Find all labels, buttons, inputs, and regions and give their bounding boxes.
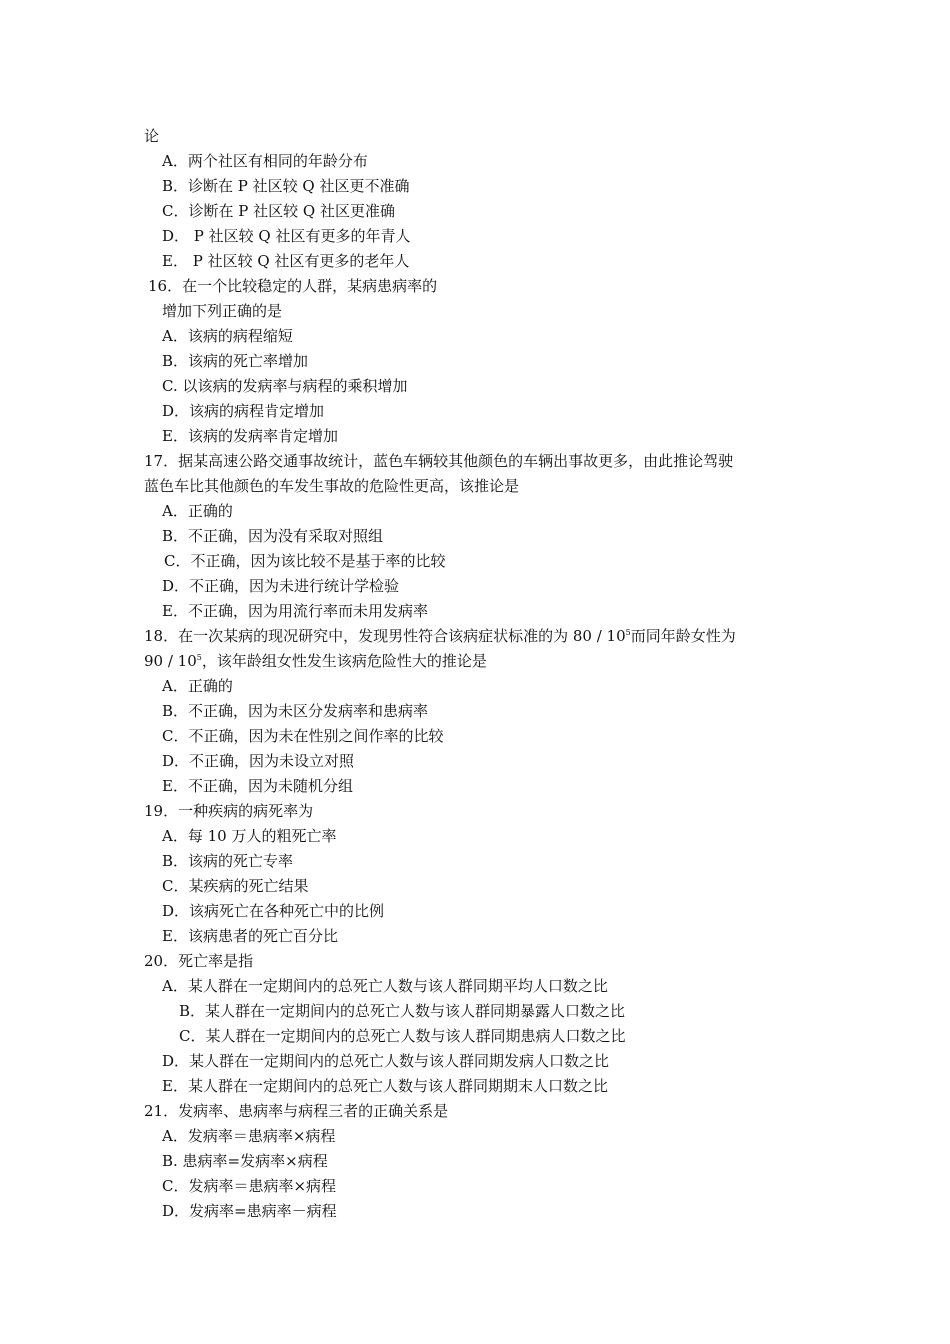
q18-stem-line-1-part-a: 18．在一次某病的现况研究中，发现男性符合该病症状标准的为 80 / 10	[144, 627, 626, 645]
q20-stem: 20．死亡率是指	[144, 952, 254, 970]
q16-option-c: C. 以该病的发病率与病程的乘积增加	[162, 377, 408, 395]
q16-option-b: B．该病的死亡率增加	[162, 352, 309, 370]
q17-option-c: C．不正确，因为该比较不是基于率的比较	[164, 552, 446, 570]
q21-option-d: D．发病率=患病率－病程	[162, 1202, 337, 1220]
q20-option-d: D．某人群在一定期间内的总死亡人数与该人群同期发病人口数之比	[162, 1052, 610, 1070]
q20-option-a: A．某人群在一定期间内的总死亡人数与该人群同期平均人口数之比	[162, 977, 608, 995]
q21-option-b: B. 患病率=发病率×病程	[162, 1152, 328, 1170]
q17-stem-line-2: 蓝色车比其他颜色的车发生事故的危险性更高，该推论是	[144, 477, 520, 495]
q17-option-a: A．正确的	[162, 502, 233, 520]
q19-stem: 19．一种疾病的病死率为	[144, 802, 314, 820]
q18-exponent-1: 5	[625, 628, 631, 637]
q16-option-a: A．该病的病程缩短	[162, 327, 293, 345]
q17-option-b: B．不正确，因为没有采取对照组	[162, 527, 384, 545]
q18-option-e: E．不正确，因为未随机分组	[162, 777, 353, 795]
q15-option-e: E． P 社区较 Q 社区有更多的老年人	[162, 252, 410, 270]
q21-stem: 21．发病率、患病率与病程三者的正确关系是	[144, 1102, 449, 1120]
q16-option-d: D．该病的病程肯定增加	[162, 402, 325, 420]
q20-option-e: E．某人群在一定期间内的总死亡人数与该人群同期期末人口数之比	[162, 1077, 608, 1095]
q16-stem-line-2: 增加下列正确的是	[162, 302, 283, 320]
q16-option-e: E．该病的发病率肯定增加	[162, 427, 338, 445]
q18-option-d: D．不正确，因为未设立对照	[162, 752, 355, 770]
q15-option-d: D． P 社区较 Q 社区有更多的年青人	[162, 227, 411, 245]
q18-stem-line-2-part-b: ，该年龄组女性发生该病危险性大的推论是	[201, 652, 487, 670]
q17-option-e: E．不正确，因为用流行率而未用发病率	[162, 602, 428, 620]
q15-option-a: A．两个社区有相同的年龄分布	[162, 152, 368, 170]
q15-option-b: B．诊断在 P 社区较 Q 社区更不准确	[162, 177, 410, 195]
q19-option-c: C．某疾病的死亡结果	[162, 877, 309, 895]
q18-option-c: C．不正确，因为未在性别之间作率的比较	[162, 727, 444, 745]
q18-stem-line-2	[144, 651, 487, 671]
q18-option-a: A．正确的	[162, 677, 233, 695]
q19-option-e: E．该病患者的死亡百分比	[162, 927, 338, 945]
q19-option-a: A．每 10 万人的粗死亡率	[162, 827, 337, 845]
q18-stem-line-1	[144, 626, 736, 646]
q18-option-b: B．不正确，因为未区分发病率和患病率	[162, 702, 429, 720]
q15-option-c: C．诊断在 P 社区较 Q 社区更准确	[162, 202, 395, 220]
q18-stem-line-1-part-b: 而同年龄女性为	[630, 627, 736, 645]
q19-option-d: D．该病死亡在各种死亡中的比例	[162, 902, 385, 920]
q18-stem-line-2-part-a: 90 / 10	[144, 652, 197, 670]
q21-option-c: C．发病率＝患病率×病程	[162, 1177, 337, 1195]
q20-option-b: B．某人群在一定期间内的总死亡人数与该人群同期暴露人口数之比	[179, 1002, 626, 1020]
q17-option-d: D．不正确，因为未进行统计学检验	[162, 577, 400, 595]
q21-option-a: A．发病率＝患病率×病程	[162, 1127, 336, 1145]
q15-stem-continuation: 论	[144, 127, 160, 145]
q16-stem-line-1: 16．在一个比较稳定的人群，某病患病率的	[148, 277, 438, 295]
q20-option-c: C．某人群在一定期间内的总死亡人数与该人群同期患病人口数之比	[179, 1027, 626, 1045]
q19-option-b: B．该病的死亡专率	[162, 852, 294, 870]
q18-exponent-2: 5	[196, 653, 202, 662]
q17-stem-line-1: 17．据某高速公路交通事故统计，蓝色车辆较其他颜色的车辆出事故更多，由此推论驾驶	[144, 452, 734, 470]
